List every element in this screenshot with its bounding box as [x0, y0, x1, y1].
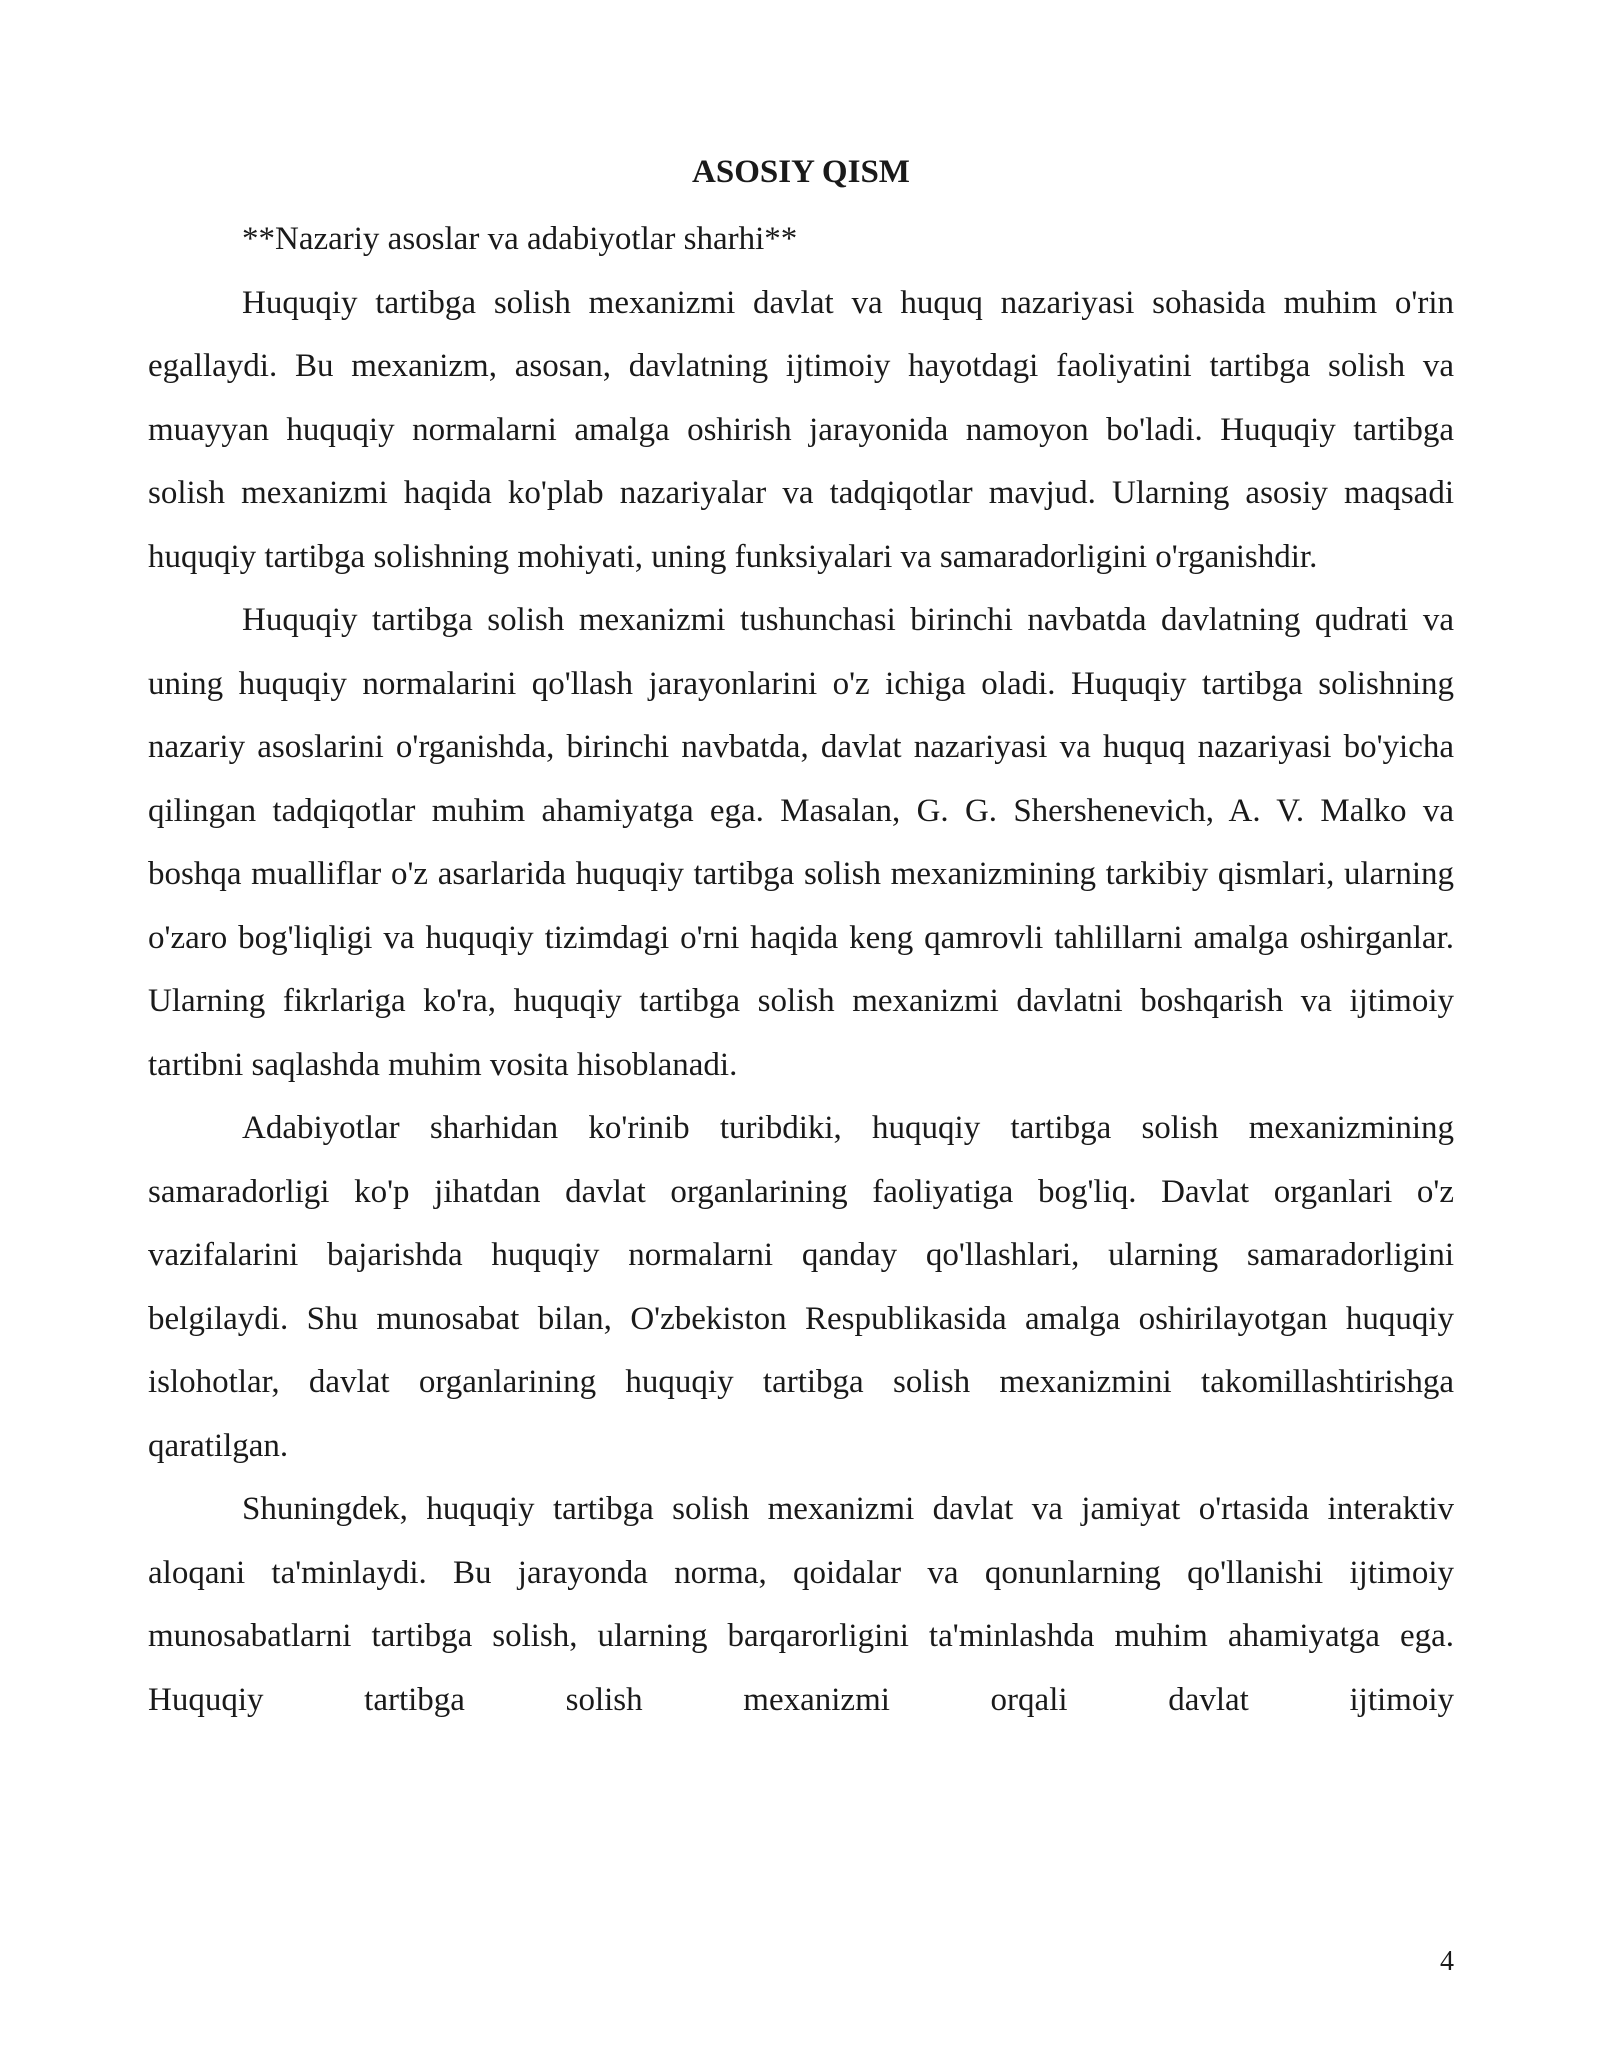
body-paragraph: Shuningdek, huquqiy tartibga solish mexanizmi davlat va jamiyat o'rtasida interaktiv aloqani ta'minlaydi. Bu jarayonda norma, qoidalar va qonunlarning qo'llanishi ijtimoiy munosabatlarni tartibga solish, ularning barqarorligini ta'minlashda muhim ahamiyatga ega. Huquqiy tartibga solish mexanizmi orqali davlat ijtimoiy — [148, 1491, 1454, 1718]
body-paragraph: Huquqiy tartibga solish mexanizmi tushunchasi birinchi navbatda davlatning qudrati va uning huquqiy normalarini qo'llash jarayonlarini o'z ichiga oladi. Huquqiy tartibga solishning nazariy asoslarini o'rganishda, birinchi navbatda, davlat nazariyasi va huquq nazariyasi bo'yicha qilingan tadqiqotlar muhim ahamiyatga ega. Masalan, G. G. Shershenevich, A. V. Malko va boshqa mualliflar o'z asarlarida huquqiy tartibga solish mexanizmining tarkibiy qismlari, ularning o'zaro bog'liqligi va huquqiy tizimdagi o'rni haqida keng qamrovli tahlillarni amalga oshirganlar. Ularning fikrlariga ko'ra, huquqiy tartibga solish mexanizmi davlatni boshqarish va ijtimoiy tartibni saqlashda muhim vosita hisoblanadi. — [148, 602, 1454, 1083]
page-content — [148, 146, 1454, 1732]
page-number: 4 — [1440, 1946, 1454, 1977]
section-title: ASOSIY QISM — [692, 154, 910, 190]
section-subtitle: **Nazariy asoslar va adabiyotlar sharhi** — [242, 221, 798, 257]
body-paragraph: Adabiyotlar sharhidan ko'rinib turibdiki, huquqiy tartibga solish mexanizmining samaradorligi ko'p jihatdan davlat organlarining faoliyatiga bog'liq. Davlat organlari o'z vazifalarini bajarishda huquqiy normalarni qanday qo'llashlari, ularning samaradorligini belgilaydi. Shu munosabat bilan, O'zbekiston Respublikasida amalga oshirilayotgan huquqiy islohotlar, davlat organlarining huquqiy tartibga solish mexanizmini takomillashtirishga qaratilgan. — [148, 1110, 1454, 1464]
body-paragraph: Huquqiy tartibga solish mexanizmi davlat va huquq nazariyasi sohasida muhim o'rin egallaydi. Bu mexanizm, asosan, davlatning ijtimoiy hayotdagi faoliyatini tartibga solish va muayyan huquqiy normalarni amalga oshirish jarayonida namoyon bo'ladi. Huquqiy tartibga solish mexanizmi haqida ko'plab nazariyalar va tadqiqotlar mavjud. Ularning asosiy maqsadi huquqiy tartibga solishning mohiyati, uning funksiyalari va samaradorligini o'rganishdir. — [148, 284, 1454, 575]
